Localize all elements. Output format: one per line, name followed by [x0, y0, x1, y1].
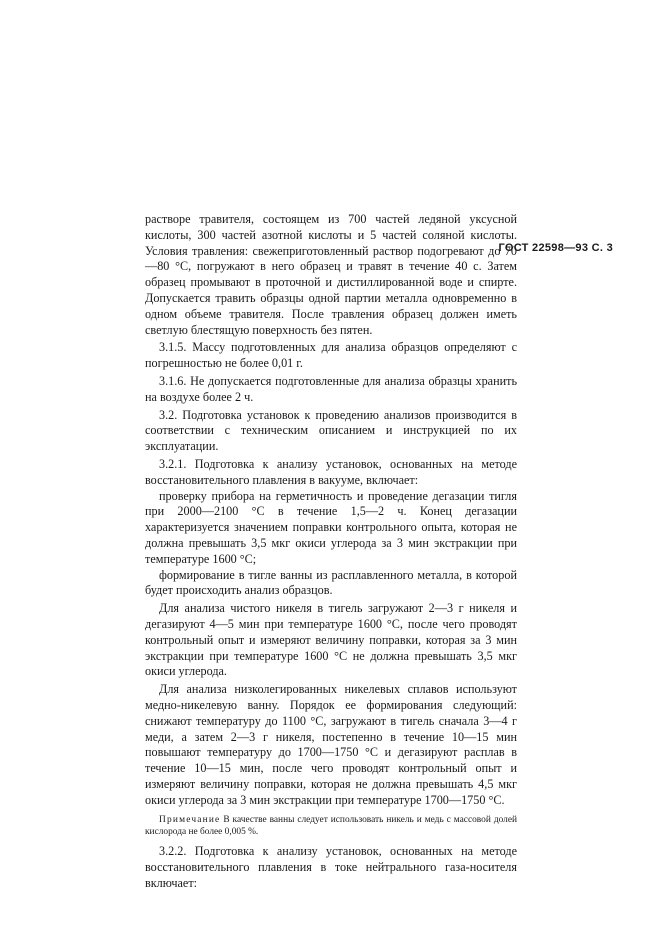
paragraph-3-2: 3.2. Подготовка установок к проведению анализов производится в соответствии с техническим описанием и инструкцией по их эксплуатации.	[145, 407, 517, 454]
paragraph-leak-check: проверку прибора на герметичность и проведение дегазации тигля при 2000—2100 °С в течение 1,5—2 ч. Конец дегазации характеризуется значением поправки контрольного опыта, которая не должна превышать 3,5 мкг окиси углерода за 3 мин экстракции при температуре 1600 °С;	[145, 488, 517, 566]
paragraph-low-alloy: Для анализа низколегированных никелевых сплавов используют медно-никелевую ванну. Порядок ее формирования следующий: снижают температуру до 1100 °С, загружают в тигель сначала 3—4 г меди, а затем 2—3 г никеля, постепенно в течение 10—15 мин повышают температуру до 1700—1750 °С и дегазируют расплав в течение 10—15 мин, после чего проводят контрольный опыт и измеряют величину поправки, которая не должна превышать 4,5 мкг окиси углерода за 3 мин экстракции при температуре 1700—1750 °С.	[145, 682, 517, 807]
paragraph-pure-nickel: Для анализа чистого никеля в тигель загружают 2—3 г никеля и дегазируют 4—5 мин при температуре 1600 °С, после чего проводят контрольный опыт и измеряют величину поправки, которая за 3 мин экстракции при температуре 1600 °С не должна превышать 3,5 мкг окиси углерода.	[145, 601, 517, 679]
note-text: В качестве ванны следует использовать никель и медь с массовой долей кислорода не более 0,005 %.	[145, 815, 518, 838]
page-header: ГОСТ 22598—93 С. 3	[498, 242, 613, 254]
note-label: Примечание	[159, 815, 221, 826]
paragraph-3-1-5: 3.1.5. Массу подготовленных для анализа образцов определяют с погрешностью не более 0,01 г.	[145, 340, 517, 371]
paragraph-3-2-1: 3.2.1. Подготовка к анализу установок, основанных на методе восстановительного плавления в вакууме, включает:	[145, 456, 517, 487]
document-body	[145, 212, 517, 892]
paragraph-bath-forming: формирование в тигле ванны из расплавленного металла, в которой будет происходить анализ образцов.	[145, 567, 517, 598]
paragraph-etching-continued: растворе травителя, состоящем из 700 частей ледяной уксусной кислоты, 300 частей азотной кислоты и 5 частей соляной кислоты. Условия травления: свежеприготовленный раствор подогревают до 70—80 °С, погружают в него образец и травят в течение 40 с. Затем образец промывают в проточной и дистиллированной воде и спирте. Допускается травить образцы одной партии металла одновременно в одном объеме травителя. После травления образец должен иметь светлую блестящую поверхность без пятен.	[145, 212, 517, 337]
paragraph-3-1-6: 3.1.6. Не допускается подготовленные для анализа образцы хранить на воздухе более 2 ч.	[145, 373, 517, 404]
paragraph-3-2-2: 3.2.2. Подготовка к анализу установок, основанных на методе восстановительного плавления в токе нейтрального газа-носителя включает:	[145, 844, 517, 891]
note	[145, 814, 517, 838]
